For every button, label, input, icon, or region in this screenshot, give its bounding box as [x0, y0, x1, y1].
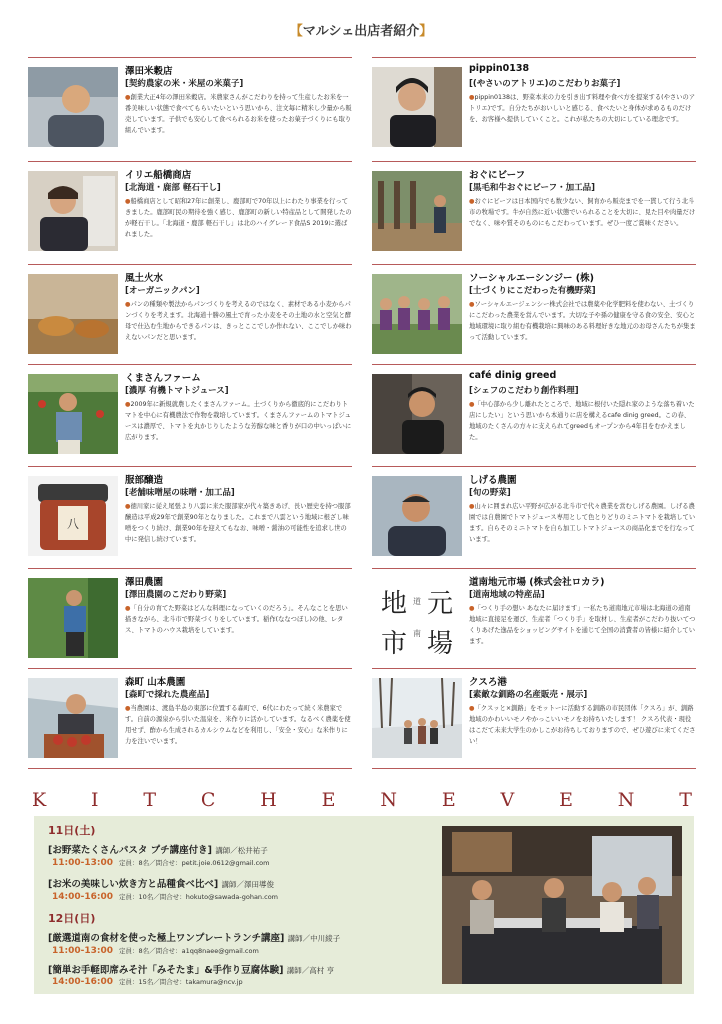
vendor-description: ●当農園は、渡島半島の東部に位置する森町で、6代にわたって続く米農家です。自前の源泉から引いた温泉を、米作りに活かしています。なるべく農薬を使用せず、酢から生成されるカルシウムなどを利用し、「安全・安心」な米作りに力を注いでいます。	[125, 705, 351, 745]
divider	[372, 161, 696, 162]
event-day-label: 11日(土)	[48, 824, 96, 837]
vendor-tag: [素敵な釧路の名産販売・展示]	[469, 690, 588, 700]
kitchen-letter: V	[500, 789, 515, 811]
vendor-card	[372, 368, 696, 464]
vendor-photo	[372, 274, 462, 354]
divider	[28, 161, 352, 162]
divider	[372, 57, 696, 58]
vendor-tag: [シェフのこだわり創作料理]	[469, 386, 579, 396]
event-title: [お米の美味しい炊き方と品種食べ比べ] 講師／澤田導俊	[48, 879, 274, 890]
logo-small-char: 南	[413, 629, 421, 638]
vendor-card	[28, 61, 352, 157]
vendor-name: 澤田米穀店	[125, 66, 173, 77]
logo-char: 市	[380, 629, 408, 658]
vendor-card	[372, 672, 696, 768]
logo-small-char: 道	[413, 597, 421, 606]
vendor-card	[372, 572, 696, 668]
vendor-photo	[372, 678, 462, 758]
vendor-description: ●pippin0138は、野菜本来の力を引き出す料理や食べ方を提案する(やさいのアトリエ)です。自分たちがおいしいと感じる、食べたいと身体が求めるものだけを、お客様へ提供していくこと。これが私たちの大切にしている理念です。	[469, 94, 696, 123]
vendor-photo	[28, 578, 118, 658]
kitchen-letter: C	[200, 789, 216, 811]
event-time: 11:00-13:00 定員：8名／問合せ：a1qq8naee@gmail.com	[52, 946, 259, 956]
event-day-label: 12日(日)	[48, 912, 96, 925]
vendor-card	[372, 470, 696, 566]
kitchen-letter: H	[260, 789, 277, 811]
vendor-card	[28, 368, 352, 464]
vendor-tag: [土づくりにこだわった有機野菜]	[469, 286, 596, 296]
vendor-description: ●「クスッと×釧路」をモットーに活動する釧路の市民団体「クスろ」が、釧路地域のかわいいモノやかっこいいモノをお持ちいたします！ クスろ代表・現役はこだて未来大学生のかしこがお待ちしておりますので、ぜひ遊びに来てください！	[469, 705, 696, 745]
logo-char: 場	[426, 629, 454, 658]
event-info: 定員：10名／問合せ：hokuto@sawada-gohan.com	[119, 893, 279, 901]
vendor-photo	[28, 476, 118, 556]
section-title	[0, 20, 722, 39]
vendor-tag: [老舗味噌屋の味噌・加工品]	[125, 488, 235, 498]
divider	[372, 264, 696, 265]
vendor-card	[28, 268, 352, 364]
title-text: マルシェ出店者紹介	[302, 24, 420, 39]
divider	[372, 364, 696, 365]
vendor-description: ●パンの種類や製法からパンづくりを考えるのではなく、素材である小麦からパンづくりを考えます。北海道十勝の風土で育った小麦をその土地の水と空気と酵母で仕込む生地からできるパンは、きっとここでしか作れない、ここでしか味わえないパンだと思います。	[125, 301, 352, 341]
vendor-card	[28, 672, 352, 768]
vendor-name: くまさんファーム	[125, 373, 201, 384]
event-info: 定員：8名／問合せ：a1qq8naee@gmail.com	[119, 947, 259, 955]
vendor-name: café dinig greed	[469, 370, 557, 381]
vendor-description: ●2009年に新規就農したくまさんファーム。土づくりから徹底的にこだわりトマトを中心に有機農法で作物を栽培しています。くまさんファームのトマトジュースは濃厚で、トマトを丸かじりしたような芳醇な味と香りが口の中いっぱいに広がります。	[125, 401, 352, 441]
title-bracket-open: 【	[289, 24, 303, 39]
vendor-photo	[28, 274, 118, 354]
vendor-card	[372, 268, 696, 364]
divider	[28, 668, 352, 669]
vendor-photo	[28, 171, 118, 251]
vendor-photo	[372, 171, 462, 251]
vendor-photo	[372, 476, 462, 556]
vendor-tag: [森町で採れた農産品]	[125, 690, 210, 700]
vendor-photo	[28, 67, 118, 147]
title-bracket-close: 】	[419, 24, 433, 39]
vendor-description: ●船橋商店として昭和27年に創業し、鹿部町で70年以上にわたり事業を行ってきました。鹿部町民の期待を強く感じ、鹿部町の新しい特産品として開発したのが軽石干し。「北海道・鹿部 軽石干し」は北のハイグレード食品S 2019に選ばれました。	[125, 198, 352, 238]
vendor-description: ●「自分の育てた野菜はどんな料理になっていくのだろう」。そんなことを思い描きながら、北斗市で野菜づくりをしています。稲作(ななつぼし)の他、レタス、トマトのハウス栽培をしています。	[125, 605, 348, 634]
event-lecturer: 講師／中川綾子	[287, 934, 341, 943]
vendor-name: クスろ港	[469, 677, 507, 688]
event-info: 定員：8名／問合せ：petit.joie.0612@gmail.com	[119, 859, 270, 867]
vendor-tag: [濃厚 有機トマトジュース]	[125, 386, 229, 396]
logo-char: 地	[380, 589, 408, 619]
vendor-description: ●「中心部から少し離れたところで、地域に根付いた隠れ家のような落ち着いた店にしたい」という思いから本通りに店を構えるcafe dinig greed。この春、地域のたくさんの方々に支えられてgreedもオープンから4年目をむかえました。	[469, 401, 695, 441]
svg-text:八: 八	[66, 517, 80, 531]
vendor-tag: [(やさいのアトリエ)のこだわりお菓子]	[469, 79, 621, 89]
divider	[28, 57, 352, 58]
vendor-description: ●ソーシャルエージェンシー株式会社では農薬や化学肥料を使わない、土づくりにこだわった農業を営んでいます。大切な子や孫の健康を守る食の安全、安心と地域環境に取り組む有機栽培に興味のある料理好きな地元のお母さんたちが集まって活動しています。	[469, 301, 696, 341]
divider	[28, 568, 352, 569]
kitchen-letter: E	[559, 789, 573, 811]
vendor-tag: [道南地域の特産品]	[469, 590, 545, 600]
kitchen-letter: T	[679, 789, 692, 811]
vendor-description: ●山々に囲まれ広い平野が広がる北斗市で代々農業を営むしげる農園。しげる農園では自農園でトマトジュース専用として色とりどりのミニトマトを栽培しています。自らそのミニトマトを自ら加工しトマトジュースの商品化までを行なっています。	[469, 503, 696, 543]
event-time: 11:00-13:00 定員：8名／問合せ：petit.joie.0612@gmail.com	[52, 858, 270, 868]
divider	[28, 264, 352, 265]
vendor-tag: [契約農家の米・米屋の米菓子]	[125, 79, 244, 89]
kitchen-letter: K	[32, 789, 47, 811]
kitchen-event-title	[32, 789, 692, 811]
vendor-name: 森町 山本農園	[125, 677, 186, 688]
vendor-card	[372, 165, 696, 261]
divider	[372, 568, 696, 569]
event-lecturer: 講師／松井祐子	[215, 846, 268, 855]
kitchen-letter: N	[617, 789, 635, 811]
kitchen-photo	[442, 826, 682, 984]
vendor-card	[28, 572, 352, 668]
vendor-card	[28, 165, 352, 261]
kitchen-event-box	[34, 816, 694, 994]
vendor-description: ●徳川家に従え尾張より八雲に来た服部家が代々築きあげ、長い歴史を持つ服部醸造は平成29年で創業90年となりました。これまで八雲という地域に根ざし味噌をつくり続け、創業90年を迎えてもなお、味噌・醤油の可能性を追求し世の中に発信し続けています。	[125, 503, 351, 543]
divider	[28, 466, 352, 467]
divider	[372, 768, 696, 769]
event-title: [厳選道南の食材を使った極上ワンプレートランチ講座] 講師／中川綾子	[48, 933, 341, 944]
vendor-card	[372, 61, 696, 157]
vendor-name: 服部醸造	[125, 475, 164, 486]
market-logo	[372, 578, 462, 658]
event-title: [簡単お手軽即席みそ汁「みそたま」&手作り豆腐体験] 講師／高村 亨	[48, 965, 335, 976]
vendor-card	[28, 470, 352, 566]
vendor-name: 風土火水	[125, 273, 164, 284]
vendor-photo	[28, 374, 118, 454]
event-time: 14:00-16:00 定員：10名／問合せ：hokuto@sawada-gohan.com	[52, 892, 279, 902]
vendor-description: ●おぐにビーフは日本国内でも数少ない、飼育から販売までを一貫して行う北斗市の牧場です。牛が自然に近い状態でいられることを大切に、見た目や肉量だけでなく、味や質そのものにもこだわっています。ぜひ一度ご賞味ください。	[469, 198, 696, 227]
divider	[372, 668, 696, 669]
event-lecturer: 講師／高村 亨	[286, 966, 335, 975]
vendor-tag: [北海道・鹿部 軽石干し]	[125, 183, 221, 193]
vendor-photo	[28, 678, 118, 758]
vendor-name: pippin0138	[469, 63, 530, 74]
vendor-name: ソーシャルエーシンジー (株)	[469, 273, 594, 284]
vendor-photo	[372, 374, 462, 454]
kitchen-letter: I	[91, 789, 99, 811]
event-time: 14:00-16:00 定員：15名／問合せ：takamura@ncv.jp	[52, 977, 243, 987]
vendor-tag: [オーガニックパン]	[125, 286, 200, 296]
divider	[28, 768, 352, 769]
event-title: [お野菜たくさんパスタ プチ講座付き] 講師／松井祐子	[48, 845, 268, 856]
divider	[28, 364, 352, 365]
vendor-photo	[372, 67, 462, 147]
vendor-name: 澤田農園	[125, 577, 164, 588]
vendor-tag: [澤田農園のこだわり野菜]	[125, 590, 227, 600]
divider	[372, 466, 696, 467]
kitchen-letter: E	[441, 789, 456, 811]
vendor-name: おぐにビーフ	[469, 170, 526, 181]
vendor-tag: [旬の野菜]	[469, 488, 511, 498]
vendor-name: しげる農園	[469, 475, 517, 486]
kitchen-letter: N	[380, 789, 397, 811]
event-lecturer: 講師／澤田導俊	[221, 880, 274, 889]
vendor-name: イリエ船橋商店	[125, 170, 192, 181]
vendor-tag: [黒毛和牛おぐにビーフ・加工品]	[469, 183, 596, 193]
vendor-name: 道南地元市場 (株式会社ロカラ)	[469, 577, 605, 588]
kitchen-letter: T	[143, 789, 157, 811]
event-info: 定員：15名／問合せ：takamura@ncv.jp	[119, 978, 243, 986]
kitchen-letter: E	[321, 789, 336, 811]
vendor-description: ●創業大正4年の澤田米穀店。米農家さんがこだわりを持って生産したお米を一番美味しい状態で食べてもらいたいという思いから、注文毎に精米し少量から販売しています。子供でも安心して食べられるお米を使ったお菓子づくりにも取り組んでいます。	[125, 94, 352, 134]
logo-char: 元	[426, 589, 454, 619]
vendor-description: ●「つくり手の想い あなたに届けます」一私たち道南地元市場は北海道の道南地域に直接足を運び、生産者「つくり手」を取材し、生産者がこだわり抜いてつくりあげた逸品をショッピングサイトを通じて全国の消費者の皆様に紹介しています。	[469, 605, 696, 645]
